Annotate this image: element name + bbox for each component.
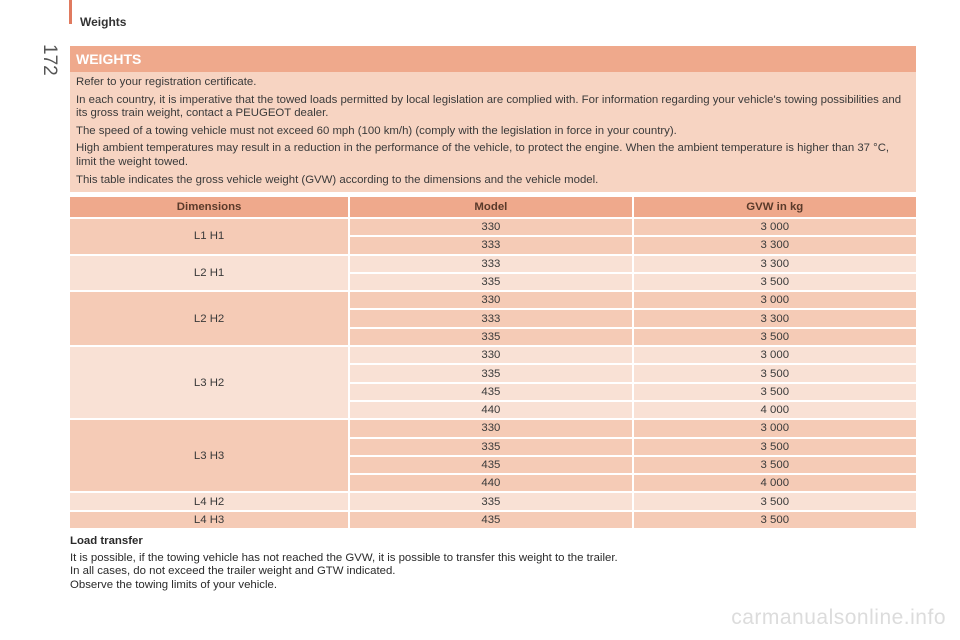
weights-paragraph: High ambient temperatures may result in a reduction in the performance of the vehicle, to protect the engine. When the ambient temperature is higher than 37 °C, limit the weight towed. xyxy=(76,142,890,168)
table-row xyxy=(70,291,916,309)
weights-paragraph: Refer to your registration certificate. xyxy=(76,76,257,88)
gvw-cell: 3 500 xyxy=(633,456,916,474)
table-row xyxy=(70,255,916,273)
model-cell: 333 xyxy=(349,255,632,273)
model-cell: 435 xyxy=(349,383,632,401)
gvw-cell: 3 000 xyxy=(633,218,916,236)
header-accent-bar xyxy=(69,0,72,24)
gvw-cell: 3 500 xyxy=(633,364,916,382)
table-row xyxy=(70,419,916,437)
model-cell: 335 xyxy=(349,273,632,291)
gvw-table xyxy=(70,197,916,528)
weights-section-title: WEIGHTS xyxy=(70,46,916,72)
gvw-cell: 4 000 xyxy=(633,401,916,419)
table-row xyxy=(70,346,916,364)
load-transfer-title: Load transfer xyxy=(70,535,143,547)
column-header-dimensions: Dimensions xyxy=(70,197,349,218)
weights-paragraph: This table indicates the gross vehicle weight (GVW) according to the dimensions and the vehicle model. xyxy=(76,173,599,186)
gvw-cell: 3 500 xyxy=(633,511,916,528)
page-number-text: 172 xyxy=(39,44,60,76)
load-transfer-line: It is possible, if the towing vehicle has not reached the GVW, it is possible to transfer this weight to the trailer. xyxy=(70,551,618,564)
model-cell: 335 xyxy=(349,364,632,382)
dimensions-cell: L2 H2 xyxy=(70,291,349,346)
model-cell: 333 xyxy=(349,236,632,254)
model-cell: 330 xyxy=(349,218,632,236)
table-body xyxy=(70,218,916,528)
gvw-cell: 3 300 xyxy=(633,236,916,254)
dimensions-cell: L4 H3 xyxy=(70,511,349,528)
load-transfer-line: Observe the towing limits of your vehicle. xyxy=(70,578,278,591)
dimensions-cell: L3 H2 xyxy=(70,346,349,419)
model-cell: 440 xyxy=(349,474,632,492)
dimensions-cell: L2 H1 xyxy=(70,255,349,292)
table-header-row xyxy=(70,197,916,218)
gvw-cell: 3 500 xyxy=(633,492,916,510)
model-cell: 435 xyxy=(349,456,632,474)
load-transfer-section xyxy=(70,535,916,592)
gvw-cell: 3 300 xyxy=(633,309,916,327)
site-watermark: carmanualsonline.info xyxy=(731,606,946,629)
column-header-gvw: GVW in kg xyxy=(633,197,916,218)
gvw-cell: 3 000 xyxy=(633,346,916,364)
gvw-cell: 3 300 xyxy=(633,255,916,273)
gvw-cell: 4 000 xyxy=(633,474,916,492)
weights-section-body xyxy=(70,72,916,192)
weights-paragraph: The speed of a towing vehicle must not exceed 60 mph (100 km/h) (comply with the legislation in force in your country). xyxy=(76,124,677,137)
model-cell: 335 xyxy=(349,438,632,456)
model-cell: 330 xyxy=(349,291,632,309)
table-row xyxy=(70,511,916,528)
model-cell: 335 xyxy=(349,492,632,510)
load-transfer-line: In all cases, do not exceed the trailer weight and GTW indicated. xyxy=(70,565,396,578)
gvw-cell: 3 500 xyxy=(633,273,916,291)
model-cell: 330 xyxy=(349,346,632,364)
column-header-model: Model xyxy=(349,197,632,218)
dimensions-cell: L4 H2 xyxy=(70,492,349,510)
weights-paragraph: In each country, it is imperative that the towed loads permitted by local legislation are complied with. For information regarding your vehicle's towing possibilities and its gross train weight, contact a PEUGEOT dealer. xyxy=(76,93,902,120)
page-header-title: Weights xyxy=(80,15,127,29)
weights-info-panel xyxy=(70,46,916,192)
model-cell: 435 xyxy=(349,511,632,528)
model-cell: 440 xyxy=(349,401,632,419)
model-cell: 333 xyxy=(349,309,632,327)
gvw-cell: 3 000 xyxy=(633,419,916,437)
gvw-cell: 3 000 xyxy=(633,291,916,309)
dimensions-cell: L1 H1 xyxy=(70,218,349,255)
gvw-cell: 3 500 xyxy=(633,383,916,401)
gvw-cell: 3 500 xyxy=(633,438,916,456)
table-row xyxy=(70,218,916,236)
gvw-cell: 3 500 xyxy=(633,328,916,346)
dimensions-cell: L3 H3 xyxy=(70,419,349,492)
model-cell: 335 xyxy=(349,328,632,346)
model-cell: 330 xyxy=(349,419,632,437)
page-number xyxy=(40,44,70,84)
table-row xyxy=(70,492,916,510)
